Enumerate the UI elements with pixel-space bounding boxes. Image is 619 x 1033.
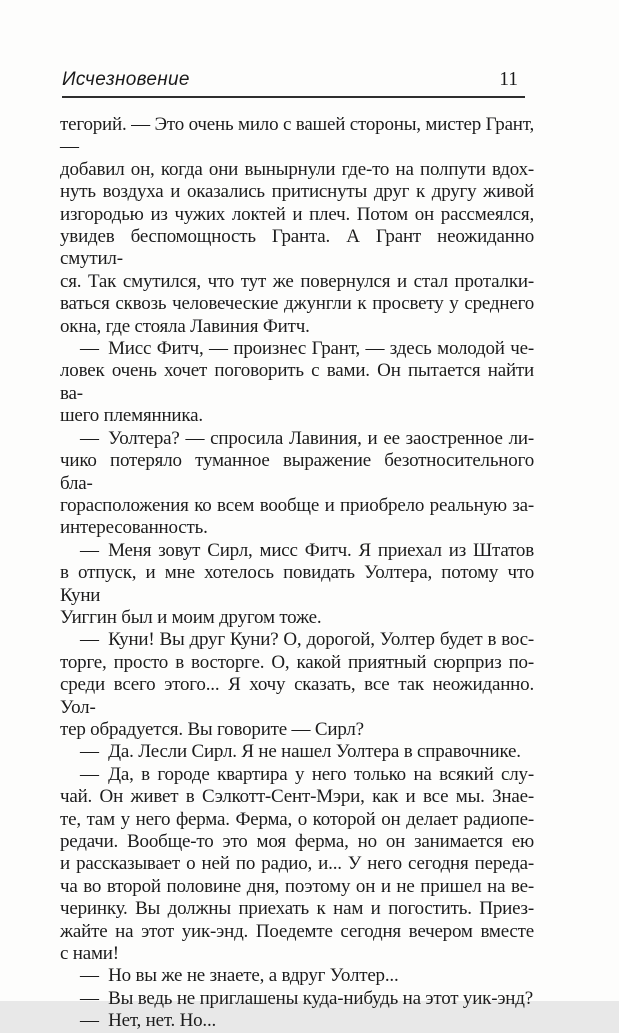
text-line: ловек очень хочет поговорить с вами. Он пытается найти ва- xyxy=(60,360,534,404)
text-line: черинку. Вы должны приехать к нам и погостить. Приез- xyxy=(60,898,534,920)
text-line: — Куни! Вы друг Куни? О, дорогой, Уолтер будет в вос- xyxy=(80,629,534,651)
text-line: интересованность. xyxy=(60,517,208,539)
header-title: Исчезновение xyxy=(62,69,190,90)
text-line: — Меня зовут Сирл, мисс Фитч. Я приехал из Штатов xyxy=(80,539,534,561)
text-line: добавил он, когда они вынырнули где-то на полпути вдох- xyxy=(60,158,534,180)
text-line: среди всего этого... Я хочу сказать, все так неожиданно. Уол- xyxy=(60,674,534,718)
text-line: жайте на этот уик-энд. Поедемте сегодня вечером вместе xyxy=(60,920,534,942)
text-line: горасположения ко всем вообще и приобрело реальную за- xyxy=(60,494,534,516)
text-line: — Нет, нет. Но... xyxy=(80,1010,217,1032)
text-line: изгородью из чужих локтей и плеч. Потом он рассмеялся, xyxy=(60,203,534,225)
text-line: чай. Он живет в Сэлкотт-Сент-Мэри, как и все мы. Знае- xyxy=(60,786,534,808)
text-line: ся. Так смутился, что тут же повернулся и стал проталки- xyxy=(60,270,534,292)
text-line: — Да, в городе квартира у него только на всякий слу- xyxy=(80,763,534,785)
text-line: шего племянника. xyxy=(60,405,203,427)
text-line: — Да. Лесли Сирл. Я не нашел Уолтера в справочнике. xyxy=(80,741,521,763)
text-line: ча во второй половине дня, поэтому он и не пришел на ве- xyxy=(60,875,534,897)
text-line: Уиггин был и моим другом тоже. xyxy=(60,606,322,628)
text-line: — Уолтера? — спросила Лавиния, и ее заостренное ли- xyxy=(80,427,534,449)
text-line: торге, просто в восторге. О, какой приятный сюрприз по- xyxy=(60,651,534,673)
text-line: окна, где стояла Лавиния Фитч. xyxy=(60,315,310,337)
text-line: тегорий. — Это очень мило с вашей стороны, мистер Грант, — xyxy=(60,114,534,158)
text-line: чико потеряло туманное выражение безотносительного бла- xyxy=(60,450,534,494)
text-line: те, там у него ферма. Ферма, о которой он делает радиопе- xyxy=(60,808,534,830)
page-number: 11 xyxy=(499,69,518,90)
text-line: тер обрадуется. Вы говорите — Сирл? xyxy=(60,718,364,740)
text-line: — Но вы же не знаете, а вдруг Уолтер... xyxy=(80,965,399,987)
text-line: — Мисс Фитч, — произнес Грант, — здесь молодой че- xyxy=(80,338,534,360)
text-line: редачи. Вообще-то это моя ферма, но он занимается ею xyxy=(60,831,534,852)
text-line: — Вы ведь не приглашены куда-нибудь на этот уик-энд? xyxy=(80,987,533,1009)
text-line: и рассказывает о ней по радио, и... У него сегодня переда- xyxy=(60,853,534,875)
header-rule xyxy=(62,96,525,98)
text-line: с нами! xyxy=(60,943,119,965)
running-header xyxy=(60,69,534,93)
text-line: увидев беспомощность Гранта. А Грант неожиданно смутил- xyxy=(60,226,534,270)
body-text xyxy=(60,114,534,1033)
text-line: нуть воздуха и оказались притиснуты друг к другу живой xyxy=(60,181,534,203)
text-line: в отпуск, и мне хотелось повидать Уолтера, потому что Куни xyxy=(60,562,534,606)
text-line: ваться сквозь человеческие джунгли к просвету у среднего xyxy=(60,293,534,315)
